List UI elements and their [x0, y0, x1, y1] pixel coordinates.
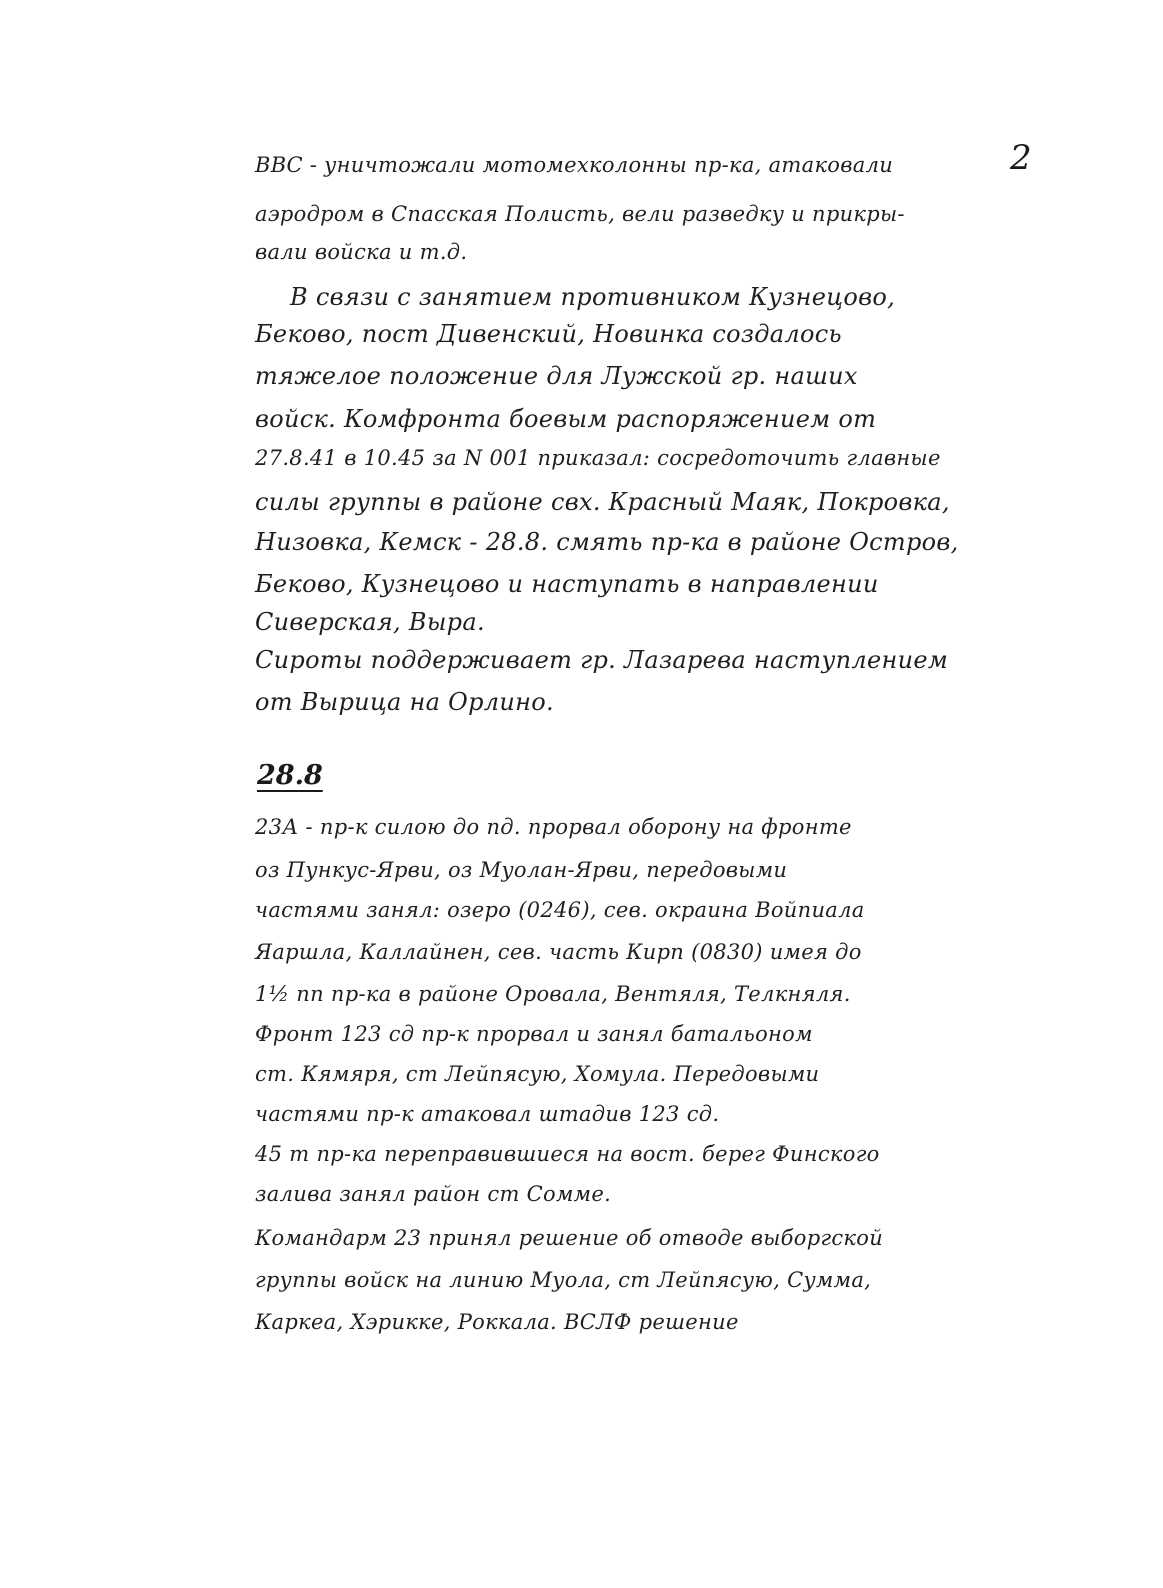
text-line: Беково, пост Дивенский, Новинка создалось: [255, 320, 842, 348]
date-heading: 28.8: [257, 760, 323, 791]
page-number: 2: [1010, 138, 1032, 178]
text-line: Яаршла, Каллайнен, сев. часть Кирп (0830) имея до: [255, 940, 862, 964]
text-line: Командарм 23 принял решение об отводе выборгской: [255, 1226, 884, 1250]
text-line: Низовка, Кемск - 28.8. смять пр-ка в районе Остров,: [255, 528, 959, 556]
text-line: Сиверская, Выра.: [255, 608, 485, 636]
text-line: от Вырица на Орлино.: [255, 688, 554, 716]
text-line: 23А - пр-к силою до пд. прорвал оборону на фронте: [255, 815, 852, 839]
text-line: Каркеа, Хэрикке, Роккала. ВСЛФ решение: [255, 1310, 739, 1334]
text-line: 45 т пр-ка переправившиеся на вост. берег Финского: [255, 1142, 880, 1166]
text-line: Фронт 123 сд пр-к прорвал и занял батальоном: [255, 1022, 813, 1046]
text-line: ст. Кямяря, ст Лейпясую, Хомула. Передовыми: [255, 1062, 820, 1086]
text-line: оз Пункус-Ярви, оз Муолан-Ярви, передовыми: [255, 858, 788, 882]
text-line: 27.8.41 в 10.45 за N 001 приказал: сосредоточить главные: [255, 446, 941, 470]
text-line: частями пр-к атаковал штадив 123 сд.: [255, 1102, 720, 1126]
text-line: вали войска и т.д.: [255, 240, 468, 264]
text-line: группы войск на линию Муола, ст Лейпясую, Суммa,: [255, 1268, 872, 1292]
text-line: ВВС - уничтожали мотомехколонны пр-ка, атаковали: [255, 153, 894, 177]
text-line: частями занял: озеро (0246), сев. окраина Войпиала: [255, 898, 865, 922]
text-line: В связи с занятием противником Кузнецово,: [290, 283, 896, 311]
text-line: войск. Комфронта боевым распоряжением от: [255, 405, 877, 433]
text-line: аэродром в Спасская Полисть, вели разведку и прикры-: [255, 202, 905, 226]
text-line: 1½ пп пр-ка в районе Оровала, Вентяля, Телкняля.: [255, 982, 851, 1006]
text-line: Сироты поддерживает гр. Лазарева наступлением: [255, 646, 949, 674]
text-line: тяжелое положение для Лужской гр. наших: [255, 362, 858, 390]
text-line: залива занял район ст Сомме.: [255, 1182, 612, 1206]
text-line: Беково, Кузнецово и наступать в направлении: [255, 570, 879, 598]
text-line: силы группы в районе свх. Красный Маяк, Покровка,: [255, 488, 950, 516]
